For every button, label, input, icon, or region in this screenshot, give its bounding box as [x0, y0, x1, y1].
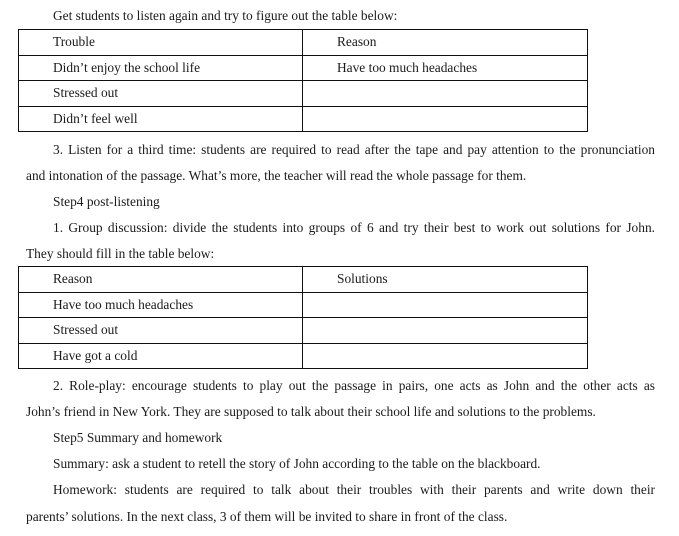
homework-line-1: Homework: students are required to talk about their troubles with their parents and write down their — [53, 482, 655, 497]
group-discussion-line-2: They should fill in the table below: — [26, 246, 215, 261]
table-cell: Stressed out — [19, 318, 303, 344]
table-cell: Stressed out — [19, 81, 303, 107]
table-row — [19, 292, 588, 318]
table-cell — [303, 292, 588, 318]
table-cell: Have got a cold — [19, 343, 303, 369]
table-cell — [303, 343, 588, 369]
listen-third-line-1: 3. Listen for a third time: students are required to read after the tape and pay attention to the pronunciation — [53, 142, 655, 157]
reason-solutions-table — [18, 266, 588, 369]
table-cell: Have too much headaches — [303, 55, 588, 81]
role-play-line-2: John’s friend in New York. They are supposed to talk about their school life and solutions to the problems. — [26, 404, 596, 419]
table-cell: Didn’t feel well — [19, 106, 303, 132]
table-cell — [303, 318, 588, 344]
table-header-cell: Solutions — [303, 267, 588, 293]
table-row — [19, 81, 588, 107]
intro-line: Get students to listen again and try to figure out the table below: — [53, 8, 398, 23]
table-row — [19, 106, 588, 132]
homework-line-2: parents’ solutions. In the next class, 3 of them will be invited to share in front of the class. — [26, 509, 508, 524]
table-cell — [303, 81, 588, 107]
group-discussion-line-1: 1. Group discussion: divide the students into groups of 6 and try their best to work out solutions for John. — [53, 220, 655, 235]
table-cell: Didn’t enjoy the school life — [19, 55, 303, 81]
step5-heading: Step5 Summary and homework — [53, 430, 223, 445]
summary-line: Summary: ask a student to retell the story of John according to the table on the blackboard. — [53, 456, 541, 471]
table-row — [19, 55, 588, 81]
listen-third-line-2: and intonation of the passage. What’s more, the teacher will read the whole passage for them. — [26, 168, 527, 183]
table-header-cell: Reason — [19, 267, 303, 293]
table-row — [19, 343, 588, 369]
table-header-cell: Trouble — [19, 30, 303, 56]
table-cell: Have too much headaches — [19, 292, 303, 318]
table-header-cell: Reason — [303, 30, 588, 56]
trouble-reason-table — [18, 29, 588, 132]
table-cell — [303, 106, 588, 132]
table-row — [19, 318, 588, 344]
role-play-line-1: 2. Role-play: encourage students to play out the passage in pairs, one acts as John and the other acts as — [53, 378, 655, 393]
step4-heading: Step4 post-listening — [53, 194, 160, 209]
table-header-row — [19, 30, 588, 56]
table-header-row — [19, 267, 588, 293]
